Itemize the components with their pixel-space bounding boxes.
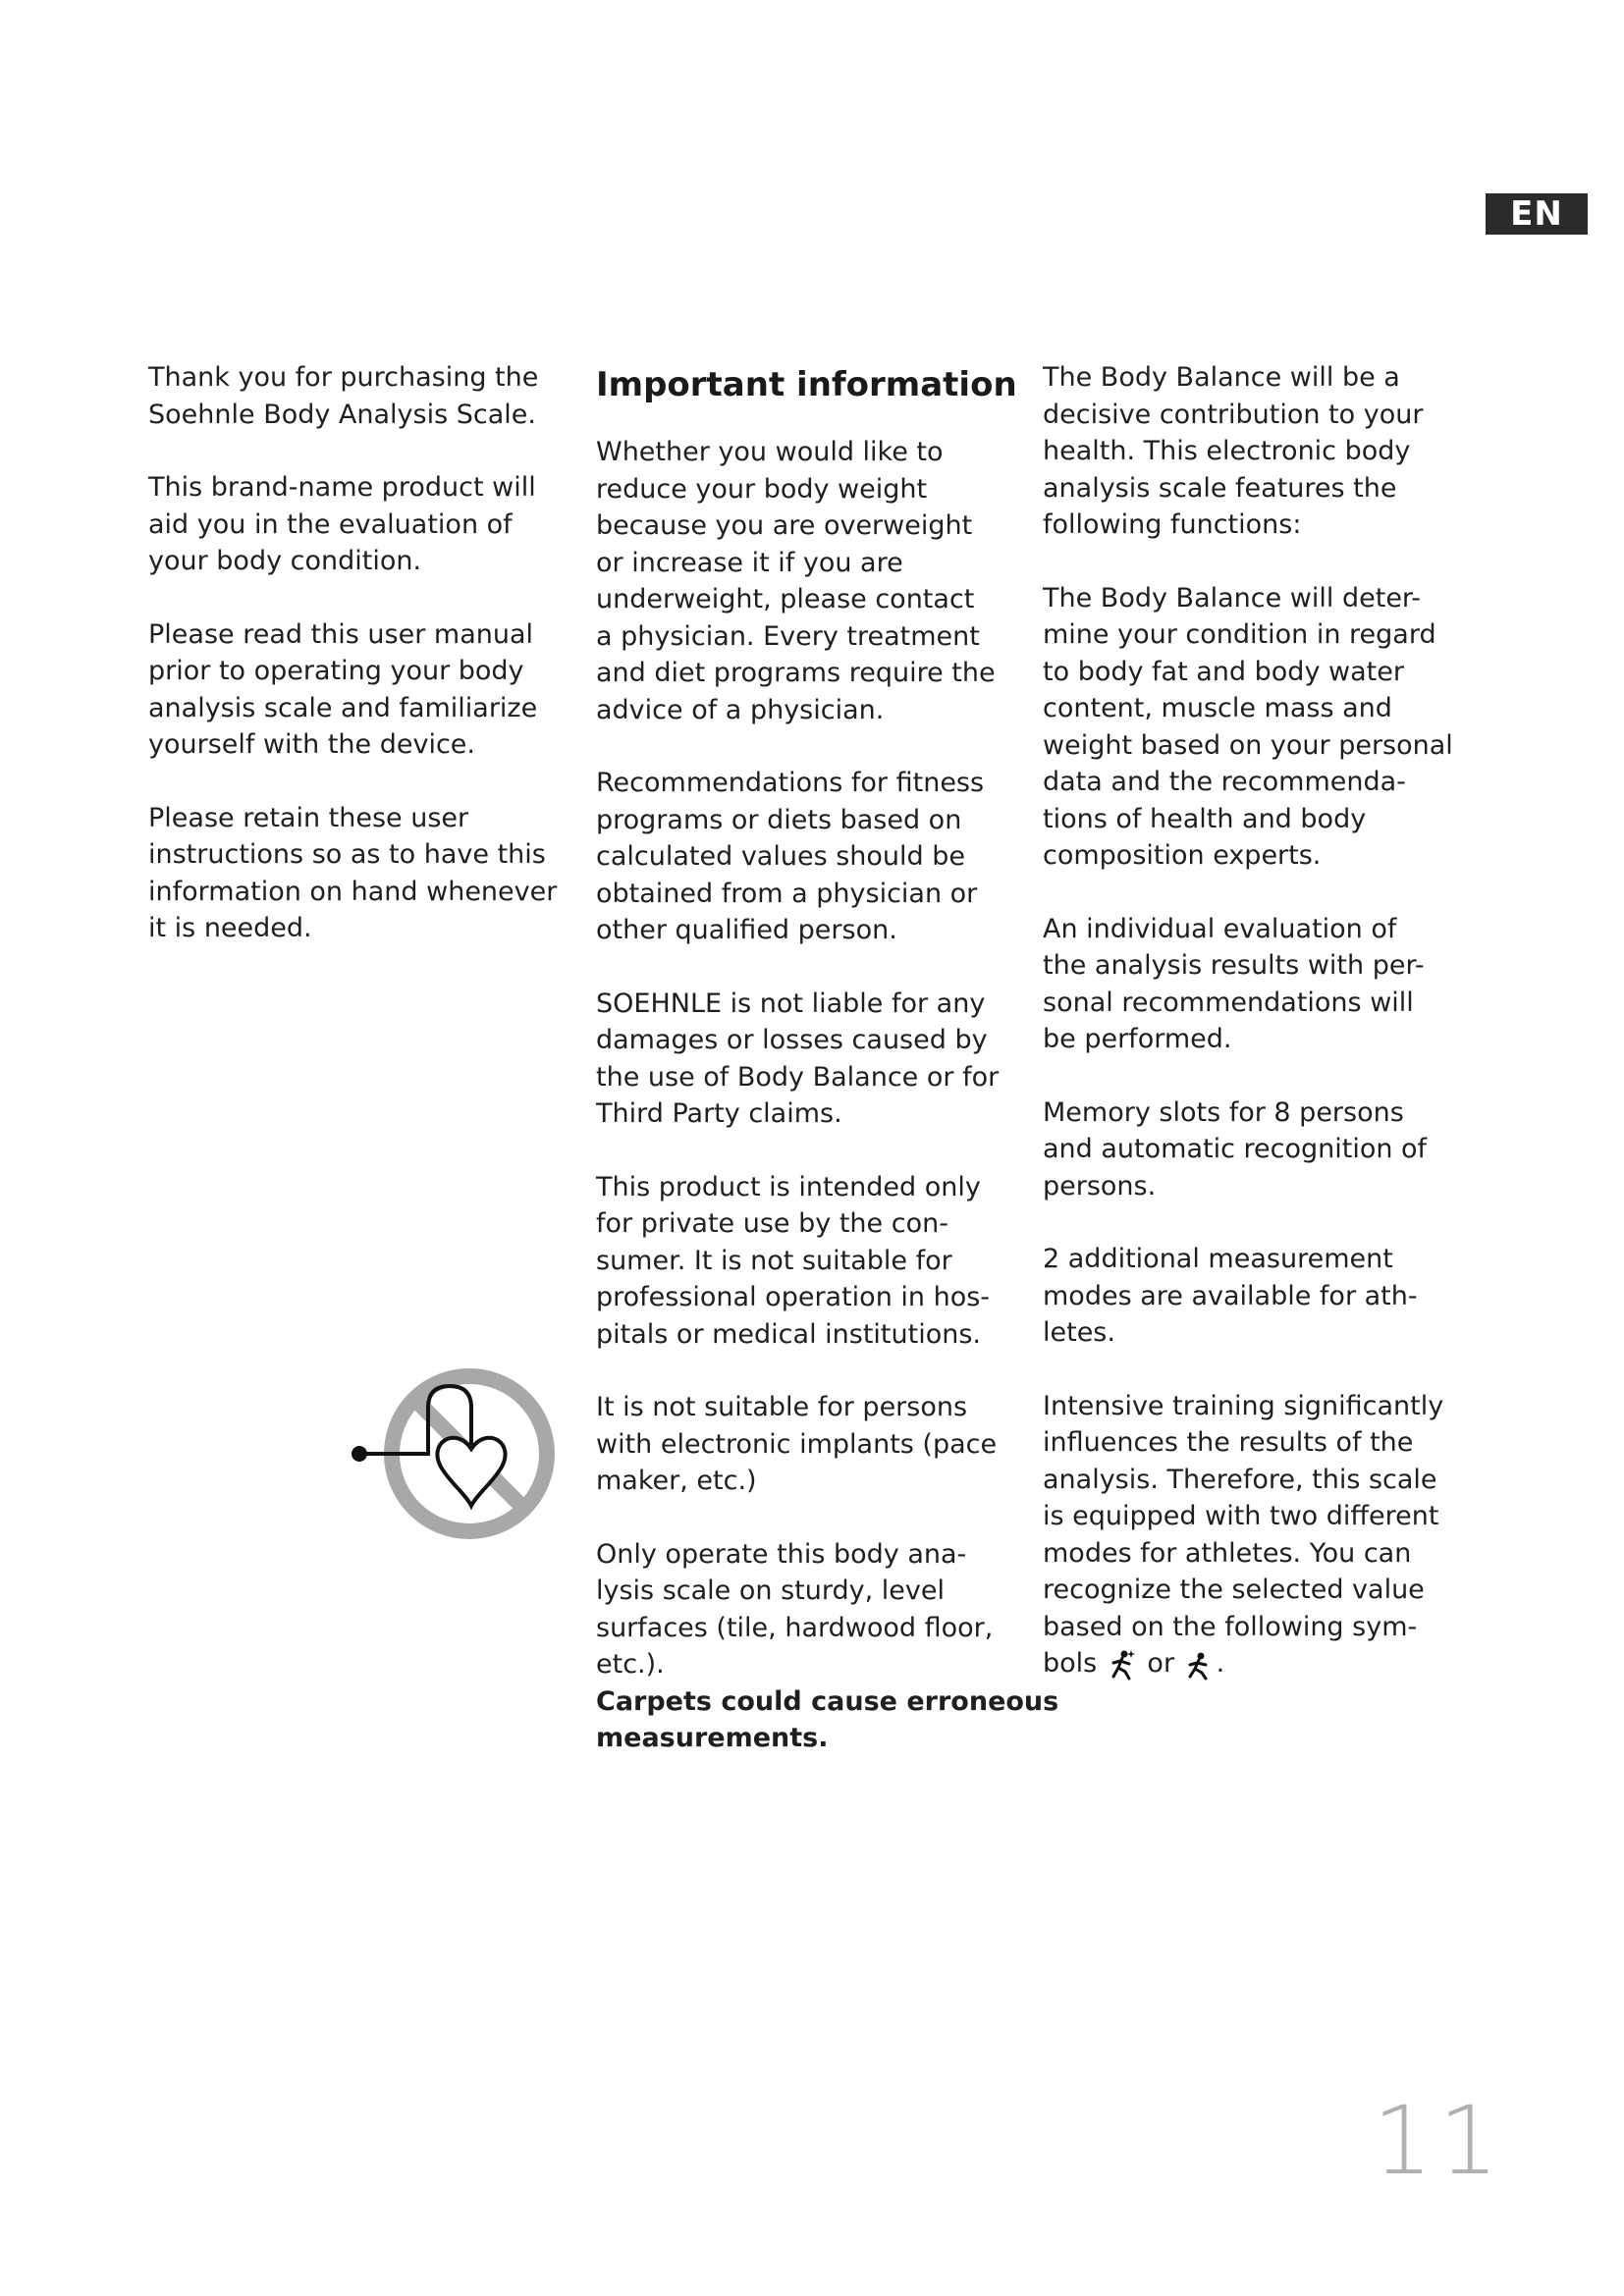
paragraph: This product is intended only for private use by the con- sumer. It is not suitable for professional operation in hos- pitals or medical institutions.	[596, 1171, 991, 1350]
language-tab: EN	[1486, 193, 1588, 235]
paragraph: 2 additional measurement modes are available for ath- letes.	[1043, 1244, 1418, 1348]
paragraph: This brand-name product will aid you in the evaluation of your body condition.	[148, 472, 536, 576]
paragraph: Recommendations for fitness programs or diets based on calculated values should be obtained from a physician or other qualified person.	[596, 768, 985, 945]
warning-note: Carpets could cause erroneous measurements.	[596, 1685, 1059, 1753]
paragraph: The Body Balance will be a decisive contribution to your health. This electronic body analysis scale features the following functions:	[1043, 362, 1424, 540]
paragraph: Only operate this body ana- lysis scale on sturdy, level surfaces (tile, hardwood floor, etc.).	[596, 1538, 994, 1680]
athlete-mode-2-icon	[1183, 1648, 1217, 1682]
symbols-line: bols or .	[1043, 1645, 1445, 1682]
paragraph: Please read this user manual prior to operating your body analysis scale and familiarize yourself with the device.	[148, 618, 538, 760]
paragraph: It is not suitable for persons with electronic implants (pace maker, etc.)	[596, 1392, 998, 1496]
paragraph: Thank you for purchasing the Soehnle Body Analysis Scale.	[148, 362, 539, 430]
paragraph: An individual evaluation of the analysis results with per- sonal recommendations will be performed.	[1043, 913, 1425, 1054]
page-number: 11	[1373, 2086, 1505, 2196]
paragraph: SOEHNLE is not liable for any damages or losses caused by the use of Body Balance or for Third Party claims.	[596, 988, 1000, 1129]
paragraph: Memory slots for 8 persons and automatic recognition of persons.	[1043, 1096, 1428, 1201]
paragraph: Intensive training significantly influences the results of the analysis. Therefore, this scale is equipped with two different modes for athletes. You can recognize the selected value based on the following sym- bols or .	[1043, 1388, 1445, 1682]
athlete-mode-1-icon	[1106, 1648, 1139, 1682]
paragraph: The Body Balance will deter- mine your condition in regard to body fat and body water content, muscle mass and weight based on your personal data and the recommenda- tions of health and body composition experts.	[1043, 582, 1453, 871]
paragraph: Please retain these user instructions so as to have this information on hand whenever it is needed.	[148, 802, 558, 943]
column-intro	[148, 359, 561, 984]
no-pacemaker-icon	[346, 1366, 558, 1541]
paragraph: Whether you would like to reduce your body weight because you are overweight or increase it if you are underweight, please contact a physician. Every treatment and diet programs require the advice of a physician.	[596, 437, 996, 725]
section-heading: Important information	[596, 365, 1017, 404]
column-functions	[1043, 359, 1453, 1719]
column-important-information	[596, 359, 1059, 1793]
